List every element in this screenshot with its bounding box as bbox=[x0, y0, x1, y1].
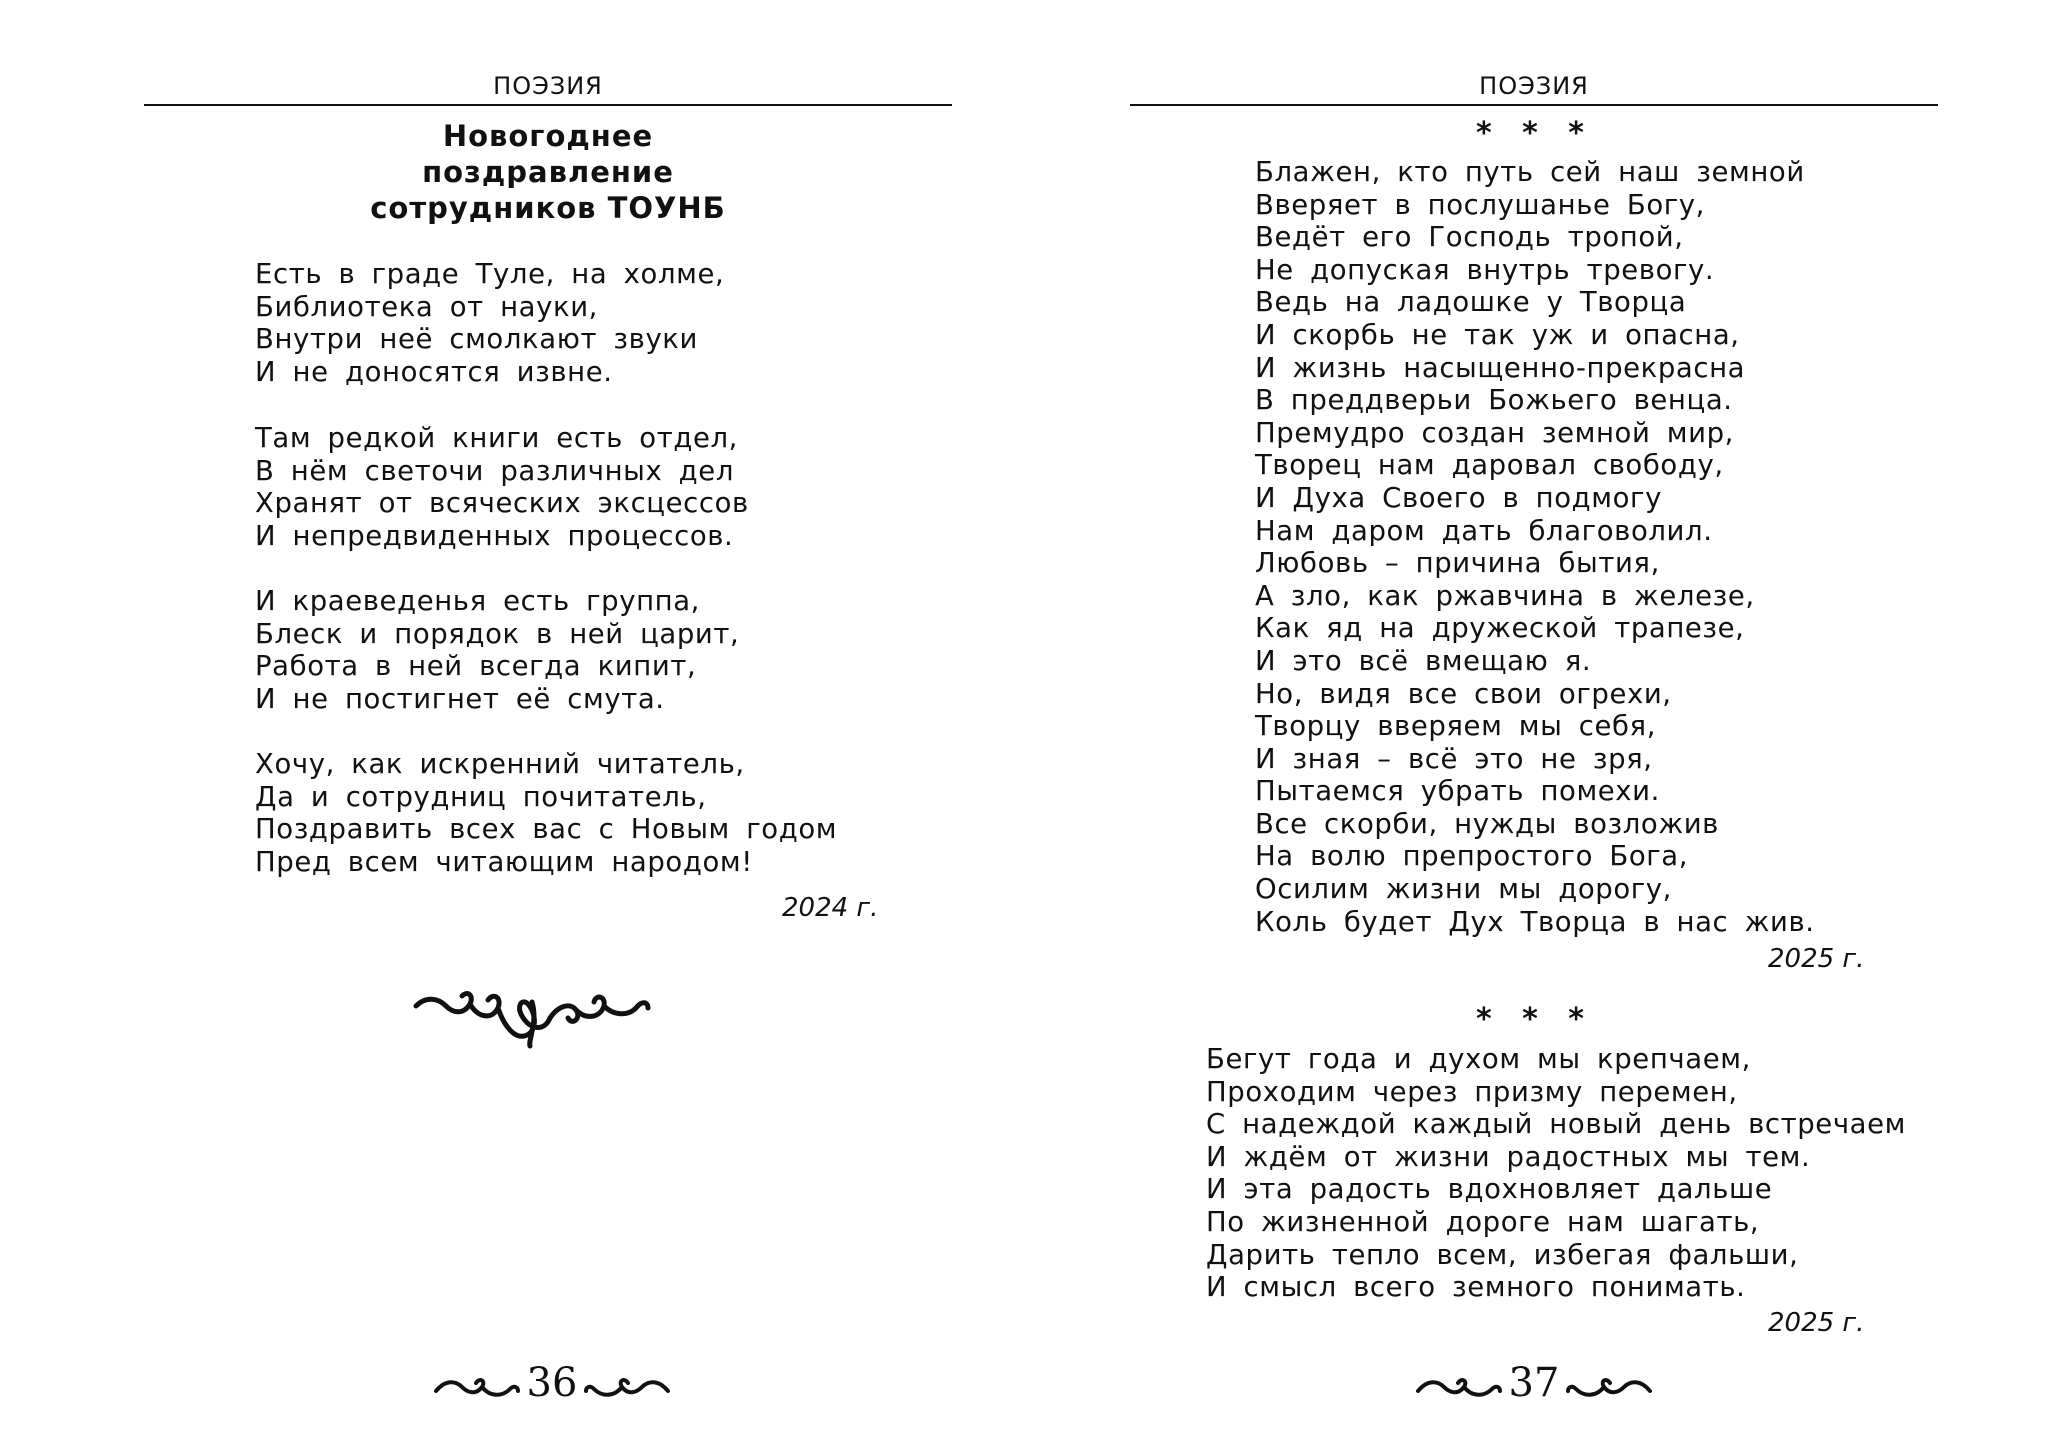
poem-line: И скорбь не так уж и опасна, bbox=[1255, 318, 1740, 351]
poem-date: 2025 г. bbox=[1768, 1308, 1865, 1338]
scroll-flourish-icon bbox=[412, 982, 652, 1052]
poem-line: Проходим через призму перемен, bbox=[1206, 1075, 1738, 1108]
poem-line: Хранят от всяческих эксцессов bbox=[255, 487, 749, 520]
poem-line: Пред всем читающим народом! bbox=[255, 845, 753, 878]
poem-line: Но, видя все свои огрехи, bbox=[1255, 677, 1672, 710]
running-head: ПОЭЗИЯ bbox=[1479, 72, 1589, 100]
right-page bbox=[1029, 0, 2058, 1454]
poem-line: И не постигнет её смута. bbox=[255, 682, 665, 715]
poem-line: Хочу, как искренний читатель, bbox=[255, 748, 745, 780]
poem-line: И краеведенья есть группа, bbox=[255, 585, 701, 617]
stanza-3 bbox=[255, 585, 739, 715]
poem-line: Любовь – причина бытия, bbox=[1255, 547, 1660, 580]
header-rule bbox=[1130, 104, 1938, 106]
page-folio bbox=[1414, 1355, 1654, 1415]
poem-date: 2024 г. bbox=[782, 893, 879, 923]
poem-line: Есть в граде Туле, на холме, bbox=[255, 258, 725, 290]
running-head: ПОЭЗИЯ bbox=[493, 72, 603, 100]
poem-line: Ведь на ладошке у Творца bbox=[1255, 286, 1687, 319]
poem-line: И ждём от жизни радостных мы тем. bbox=[1206, 1140, 1811, 1173]
poem-line: Коль будет Дух Творца в нас жив. bbox=[1255, 905, 1815, 938]
poem-line: Пытаемся убрать помехи. bbox=[1255, 775, 1660, 808]
poem-1 bbox=[1255, 156, 1815, 938]
poem-line: Поздравить всех вас с Новым годом bbox=[255, 813, 838, 846]
poem-line: Все скорби, нужды возложив bbox=[1255, 807, 1719, 840]
poem-line: Да и сотрудниц почитатель, bbox=[255, 780, 707, 813]
poem-2 bbox=[1206, 1043, 1906, 1304]
poem-line: По жизненной дороге нам шагать, bbox=[1206, 1205, 1760, 1238]
stanza-2 bbox=[255, 422, 749, 552]
poem-line: Библиотека от науки, bbox=[255, 290, 599, 323]
stanza-4 bbox=[255, 748, 837, 878]
poem-line: Вверяет в послушанье Богу, bbox=[1255, 188, 1706, 221]
page-folio bbox=[432, 1355, 672, 1415]
poem-line: Внутри неё смолкают звуки bbox=[255, 323, 698, 356]
poem-line: И зная – всё это не зря, bbox=[1255, 742, 1653, 775]
poem-line: Не допуская внутрь тревогу. bbox=[1255, 253, 1715, 286]
poem-line: С надеждой каждый новый день встречаем bbox=[1206, 1108, 1906, 1141]
poem-line: Творцу вверяем мы себя, bbox=[1255, 710, 1657, 743]
section-stars: * * * bbox=[1476, 1002, 1594, 1037]
header-rule bbox=[144, 104, 952, 106]
poem-line: Работа в ней всегда кипит, bbox=[255, 650, 697, 683]
poem-line: Дарить тепло всем, избегая фальши, bbox=[1206, 1238, 1799, 1271]
title-line: Новогоднее bbox=[442, 119, 654, 153]
poem-line: И смысл всего земного понимать. bbox=[1206, 1271, 1746, 1304]
poem-line: Как яд на дружеской трапезе, bbox=[1255, 612, 1745, 645]
poem-line: И жизнь насыщенно-прекрасна bbox=[1255, 351, 1746, 384]
poem-line: Нам даром дать благоволил. bbox=[1255, 514, 1713, 547]
title-line: сотрудников ТОУНБ bbox=[370, 191, 726, 225]
poem-line: Бегут года и духом мы крепчаем, bbox=[1206, 1043, 1751, 1075]
poem-line: Ведёт его Господь тропой, bbox=[1255, 221, 1684, 254]
poem-line: В нём светочи различных дел bbox=[255, 454, 734, 487]
poem-line: Творец нам даровал свободу, bbox=[1255, 449, 1724, 482]
poem-line: И это всё вмещаю я. bbox=[1255, 644, 1592, 677]
poem-line: И эта радость вдохновляет дальше bbox=[1206, 1173, 1773, 1206]
poem-date: 2025 г. bbox=[1768, 944, 1865, 974]
poem-line: Премудро создан земной мир, bbox=[1255, 416, 1734, 449]
poem-title bbox=[144, 118, 952, 226]
poem-line: И не доносятся извне. bbox=[255, 355, 613, 388]
page-number: 37 bbox=[1508, 1360, 1560, 1406]
page-number: 36 bbox=[526, 1360, 578, 1406]
poem-line: Там редкой книги есть отдел, bbox=[255, 422, 739, 454]
poem-line: Блеск и порядок в ней царит, bbox=[255, 617, 740, 650]
poem-line: На волю препростого Бога, bbox=[1255, 840, 1689, 873]
stanza-1 bbox=[255, 258, 724, 388]
poem-line: В преддверьи Божьего венца. bbox=[1255, 384, 1733, 417]
poem-line: Осилим жизни мы дорогу, bbox=[1255, 873, 1673, 906]
folio-flourish-right-icon bbox=[1564, 1373, 1654, 1403]
poem-line: А зло, как ржавчина в железе, bbox=[1255, 579, 1755, 612]
section-stars: * * * bbox=[1476, 116, 1594, 151]
poem-line: И Духа Своего в подмогу bbox=[1255, 481, 1662, 514]
poem-line: И непредвиденных процессов. bbox=[255, 519, 734, 552]
poem-line: Блажен, кто путь сей наш земной bbox=[1255, 156, 1805, 188]
title-line: поздравление bbox=[422, 155, 674, 189]
folio-flourish-right-icon bbox=[582, 1373, 672, 1403]
